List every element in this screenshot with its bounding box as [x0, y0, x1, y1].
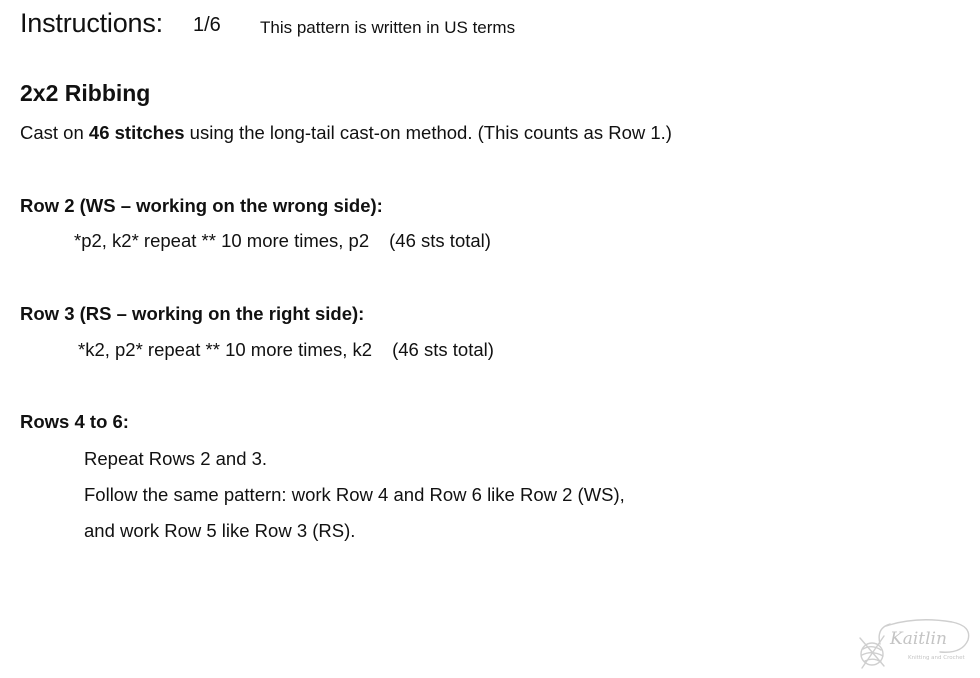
row-3-heading: Row 3 (RS – working on the right side): — [20, 303, 365, 324]
logo-name: Kaitlin — [890, 629, 947, 649]
terms-note: This pattern is written in US terms — [260, 18, 516, 37]
page-title: Instructions: — [20, 8, 163, 38]
page-counter: 1/6 — [193, 14, 221, 36]
cast-on-stitch-count: 46 stitches — [88, 122, 185, 143]
rows-4-6-line-3: and work Row 5 like Row 3 (RS). — [84, 520, 356, 541]
row-2-heading: Row 2 (WS – working on the wrong side): — [20, 195, 383, 216]
row-3-total: (46 sts total) — [392, 339, 494, 360]
rows-4-6-line-1: Repeat Rows 2 and 3. — [84, 448, 268, 469]
row-2-instruction-line — [74, 230, 491, 252]
rows-4-6-line-2: Follow the same pattern: work Row 4 and Row 6 like Row 2 (WS), — [84, 484, 625, 505]
row-3-instruction: *k2, p2* repeat ** 10 more times, k2 — [78, 339, 373, 360]
row-3-instruction-line — [78, 339, 494, 361]
kaitlin-logo-watermark — [856, 614, 974, 674]
cast-on-line — [20, 122, 672, 144]
cast-on-prefix: Cast on — [20, 122, 89, 143]
row-2-instruction: *p2, k2* repeat ** 10 more times, p2 — [74, 230, 370, 251]
section-heading: 2x2 Ribbing — [20, 80, 151, 106]
logo-tagline: Knitting and Crochet — [908, 655, 965, 661]
cast-on-suffix: using the long-tail cast-on method. (This counts as Row 1.) — [184, 122, 672, 143]
row-2-total: (46 sts total) — [389, 230, 491, 251]
rows-4-6-heading: Rows 4 to 6: — [20, 411, 129, 432]
